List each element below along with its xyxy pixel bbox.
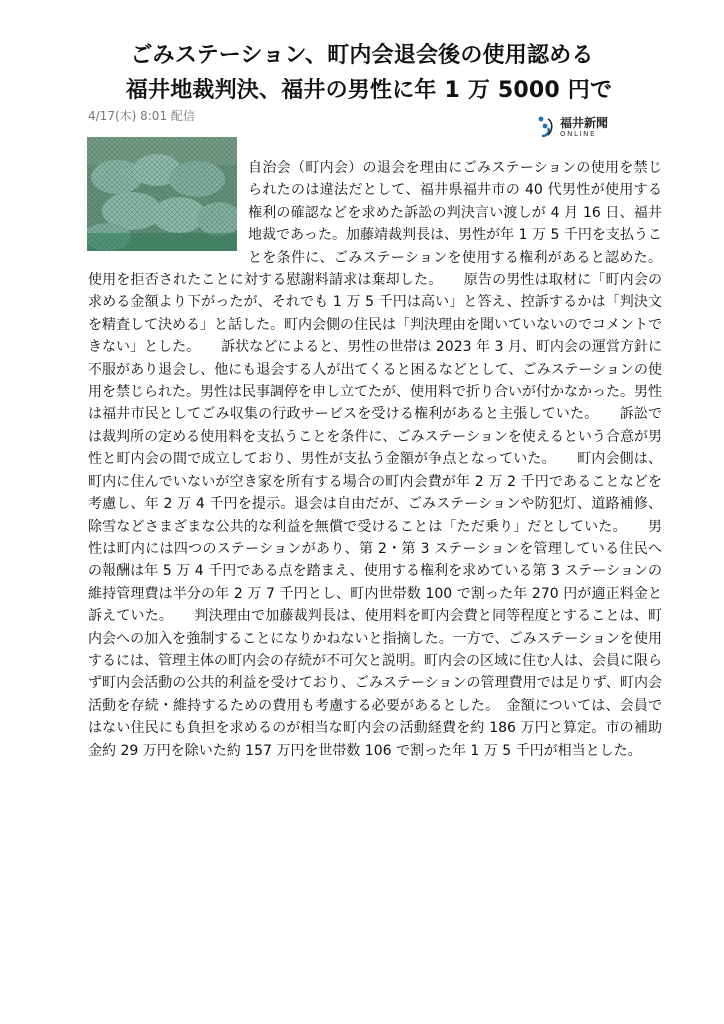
logo-wordmark: 福井新聞 [560,116,609,130]
logo-subtitle: ONLINE [560,130,596,138]
photo-float-spacer [88,157,248,269]
publish-dateline: 4/17(木) 8:01 配信 [88,109,195,123]
headline-line-1: ごみステーション、町内会退会後の使用認める [130,43,594,68]
article-body [88,157,662,762]
article-headline [0,38,724,108]
fukui-shimbun-logo-icon [536,115,556,139]
publisher-logo[interactable] [536,112,626,142]
article-text: 自治会（町内会）の退会を理由にごみステーションの使用を禁じられたのは違法だとして、福井県福井市の 40 代男性が使用する権利の確認などを求めた訴訟の判決言い渡しが 4 月 16 日、福井地裁であった。加藤靖裁判長は、男性が年 1 万 5 千円を支払うことを条件に、ごみステーションを使用する権利があると認めた。使用を拒否されたことに対する慰謝料請求は棄却した。 原告の男性は取材に「町内会の求める金額より下がったが、それでも 1 万 5 千円は高い」と答え、控訴するかは「判決文を精査して決める」と話した。町内会側の住民は「判決理由を聞いていないのでコメントできない」とした。 訴状などによると、男性の世帯は 2023 年 3 月、町内会の運営方針に不服があり退会し、他にも退会する人が出てくると困るなどとして、ごみステーションの使用を禁じられた。男性は民事調停を申し立てたが、使用料で折り合いが付かなかった。男性は福井市民としてごみ収集の行政サービスを受ける権利があると主張していた。 訴訟では裁判所の定める使用料を支払うことを条件に、ごみステーションを使えるという合意が男性と町内会の間で成立しており、男性が支払う金額が争点となっていた。 町内会側は、町内に住んでいないが空き家を所有する場合の町内会費が年 2 万 2 千円であることなどを考慮し、年 2 万 4 千円を提示。退会は自由だが、ごみステーションや防犯灯、道路補修、除雪などさまざまな公共的な利益を無償で受けることは「ただ乗り」だとしていた。 男性は町内には四つのステーションがあり、第 2・第 3 ステーションを管理している住民への報酬は年 5 万 4 千円である点を踏まえ、使用する権利を求めている第 3 ステーションの維持管理費は半分の年 2 万 7 千円とし、町内世帯数 100 で割った年 270 円が適正料金と訴えていた。 判決理由で加藤裁判長は、使用料を町内会費と同等程度とすることは、町内会への加入を強制することになりかねないと指摘した。一方で、ごみステーションを使用するには、管理主体の町内会の存続が不可欠と説明。町内会の区域に住む人は、会員に限らず町内会活動の公共的利益を受けており、ごみステーションの管理費用では足りず、町内会活動を存続・維持するための費用も考慮する必要があるとした。 金額については、会員ではない住民にも負担を求めるのが相当な町内会の活動経費を約 186 万円と算定。市の補助金約 29 万円を除いた約 157 万円を世帯数 106 で割った年 1 万 5 千円が相当とした。 [88,160,662,759]
headline-line-2: 福井地裁判決、福井の男性に年 1 万 5000 円で [125,78,613,103]
